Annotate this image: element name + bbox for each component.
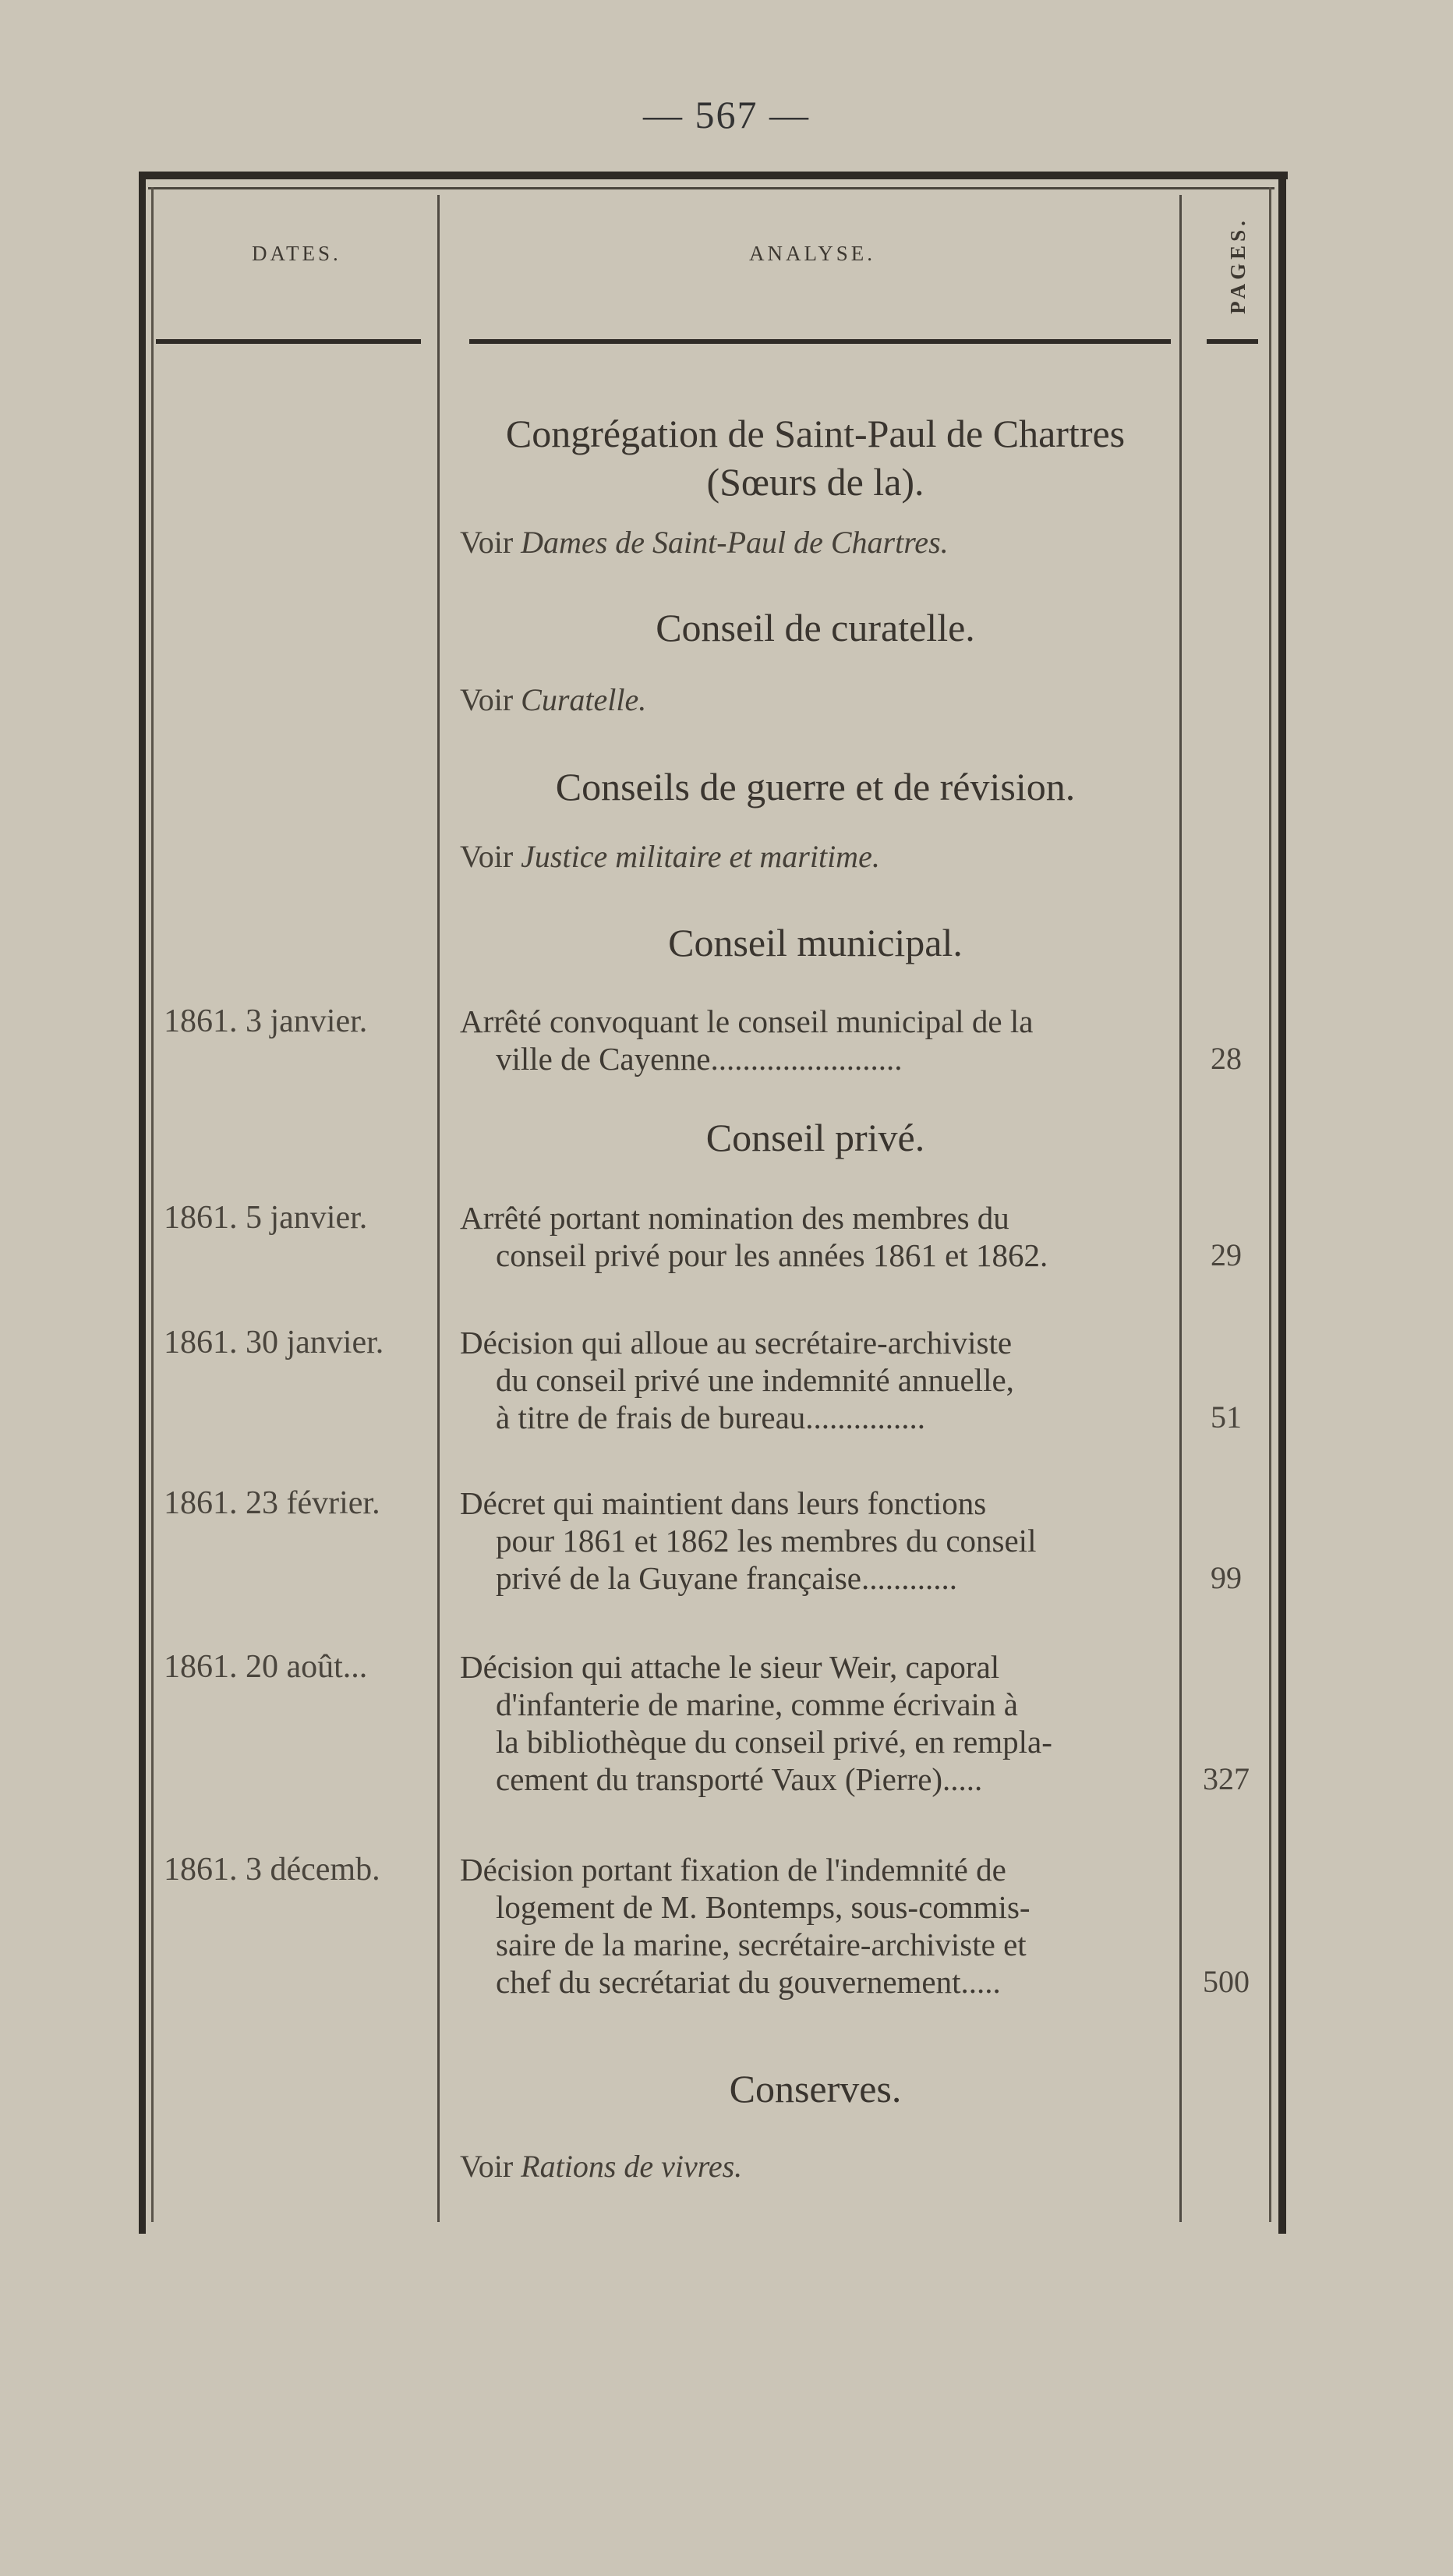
entry-page: 327	[1203, 1761, 1250, 1796]
table-right-inner-border	[1269, 187, 1271, 2222]
entry-page: 51	[1211, 1399, 1242, 1435]
section-heading: Conserves.	[729, 2067, 902, 2111]
entry-page: 99	[1211, 1560, 1242, 1595]
section-heading: Conseil municipal.	[668, 921, 963, 964]
entry-text: Décision portant fixation de l'indemnité de logement de M. Bontemps, sous-commis- saire de la marine, secrétaire-archiviste et chef du secrétariat du gouvernement.....	[460, 1852, 1031, 2000]
entry-text: Arrêté portant nomination des membres du conseil privé pour les années 1861 et 1862.	[460, 1200, 1048, 1273]
entry-date: 1861. 3 janvier.	[164, 1003, 368, 1039]
page-number: — 567 —	[643, 93, 810, 136]
column-divider-dates	[437, 195, 440, 2222]
table-right-border	[1278, 172, 1286, 2234]
see-also: Voir Curatelle.	[460, 682, 647, 717]
section-heading: Congrégation de Saint-Paul de Chartres (Sœurs de la).	[505, 412, 1126, 504]
table-top-border	[139, 172, 1288, 179]
table-left-inner-border	[151, 187, 154, 2222]
entry-page: 500	[1203, 1964, 1250, 1999]
entry-text: Décision qui alloue au secrétaire-archiviste du conseil privé une indemnité annuelle, à titre de frais de bureau...............	[460, 1325, 1014, 1435]
header-pages: PAGES.	[1225, 216, 1250, 314]
entry-date: 1861. 20 août...	[164, 1649, 368, 1685]
entry-date: 1861. 3 décemb.	[164, 1852, 380, 1888]
entry-date: 1861. 30 janvier.	[164, 1325, 384, 1361]
entry-page: 28	[1211, 1041, 1242, 1076]
header-dates: DATES.	[252, 242, 341, 265]
table-left-border	[139, 172, 146, 2234]
see-also: Voir Justice militaire et maritime.	[460, 839, 880, 874]
header-analyse: ANALYSE.	[749, 242, 876, 265]
see-also: Voir Rations de vivres.	[460, 2149, 743, 2184]
header-rule-analyse	[469, 339, 1171, 344]
header-rule-pages	[1207, 339, 1258, 344]
entry-text: Arrêté convoquant le conseil municipal de la ville de Cayenne........................	[460, 1003, 1034, 1077]
entry-date: 1861. 23 février.	[164, 1485, 380, 1521]
section-heading: Conseil privé.	[705, 1116, 925, 1159]
entry-text: Décret qui maintient dans leurs fonctions pour 1861 et 1862 les membres du conseil privé de la Guyane française............	[460, 1485, 1037, 1596]
header-rule-dates	[156, 339, 421, 344]
section-heading: Conseil de curatelle.	[656, 606, 975, 649]
entry-date: 1861. 5 janvier.	[164, 1200, 368, 1236]
table-top-inner-border	[148, 187, 1274, 189]
see-also: Voir Dames de Saint-Paul de Chartres.	[460, 525, 949, 560]
entry-text: Décision qui attache le sieur Weir, caporal d'infanterie de marine, comme écrivain à la bibliothèque du conseil privé, en rempla- cement du transporté Vaux (Pierre).....	[460, 1649, 1052, 1797]
section-heading: Conseils de guerre et de révision.	[555, 765, 1076, 809]
entry-page: 29	[1211, 1237, 1242, 1272]
